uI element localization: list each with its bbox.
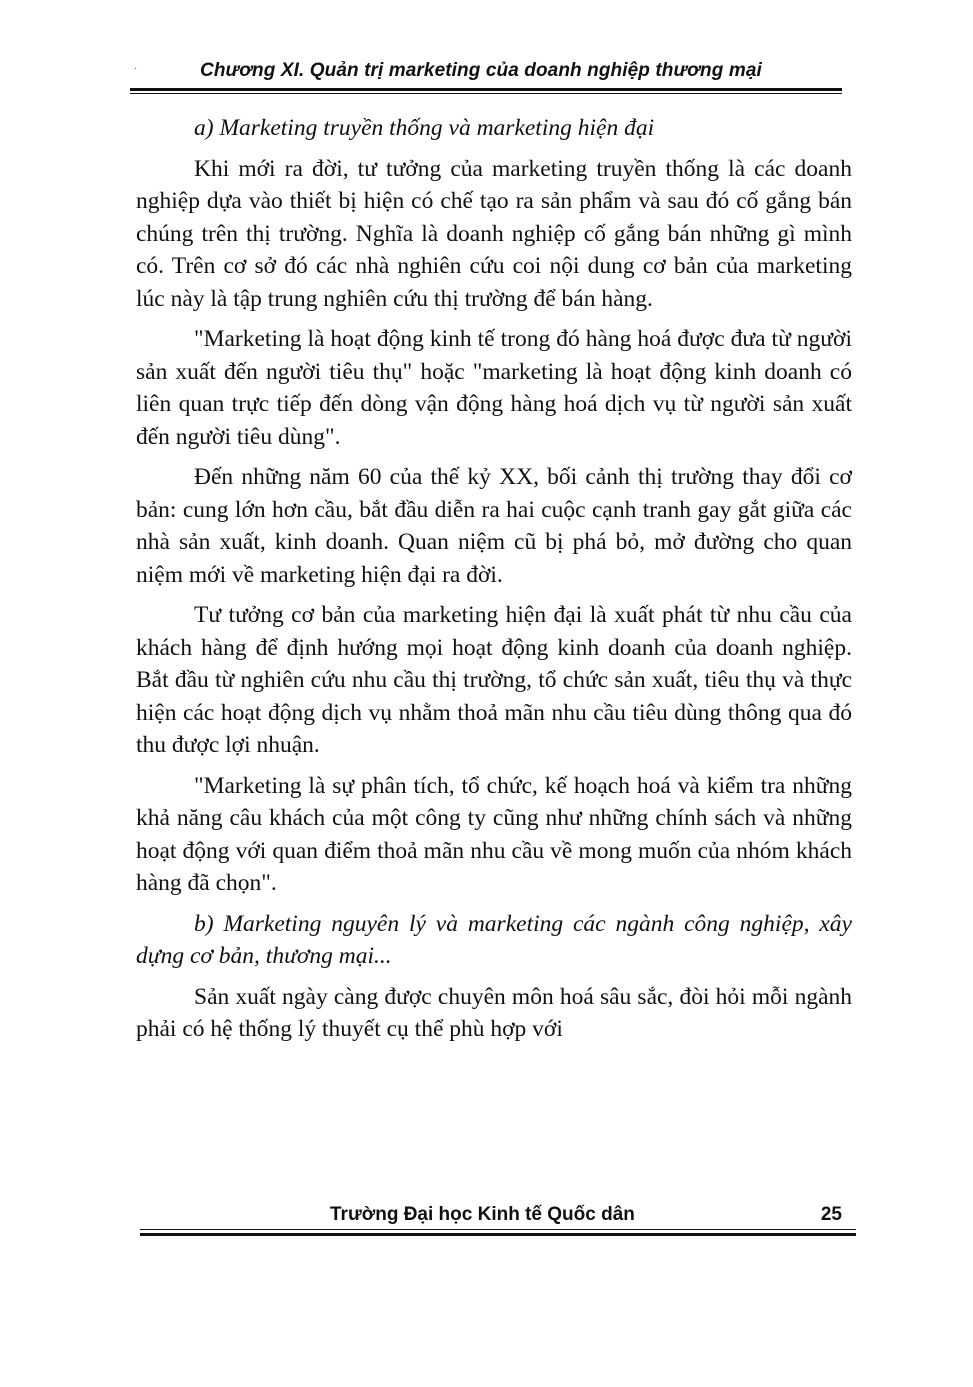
paragraph: "Marketing là sự phân tích, tổ chức, kế hoạch hoá và kiểm tra những khả năng câu khách của một công ty cũng như những chính sách và những hoạt động với quan điểm thoả mãn nhu cầu về mong muốn của nhóm khách hàng đã chọn".	[136, 772, 852, 896]
page-header	[130, 56, 842, 96]
footer-rule-thin	[140, 1229, 856, 1230]
page-body	[136, 112, 852, 1046]
paragraph: Khi mới ra đời, tư tưởng của marketing truyền thống là các doanh nghiệp dựa vào thiết bị hiện có chế tạo ra sản phẩm và sau đó cố gắng bán chúng trên thị trường. Nghĩa là doanh nghiệp cố gắng bán những gì mình có. Trên cơ sở đó các nhà nghiên cứu coi nội dung cơ bản của marketing lúc này là tập trung nghiên cứu thị trường để bán hàng.	[136, 155, 852, 312]
chapter-title: Chương XI. Quản trị marketing của doanh nghiệp thương mại	[200, 60, 762, 81]
page-footer	[140, 1200, 856, 1242]
section-heading-b: b) Marketing nguyên lý và marketing các ngành công nghiệp, xây dựng cơ bản, thương mại...	[136, 910, 852, 969]
footer-rule-thick	[140, 1233, 856, 1236]
section-heading-a: a) Marketing truyền thống và marketing hiện đại	[194, 115, 655, 141]
scan-speck: ·	[134, 64, 138, 75]
paragraph: "Marketing là hoạt động kinh tế trong đó hàng hoá được đưa từ người sản xuất đến người tiêu thụ" hoặc "marketing là hoạt động kinh doanh có liên quan trực tiếp đến dòng vận động hàng hoá dịch vụ từ người sản xuất đến người tiêu dùng".	[136, 326, 852, 450]
paragraph: Đến những năm 60 của thế kỷ XX, bối cảnh thị trường thay đổi cơ bản: cung lớn hơn cầu, bắt đầu diễn ra hai cuộc cạnh tranh gay gắt giữa các nhà sản xuất, kinh doanh. Quan niệm cũ bị phá bỏ, mở đường cho quan niệm mới về marketing hiện đại ra đời.	[136, 464, 852, 588]
header-rule-thin	[130, 93, 842, 94]
paragraph: Tư tưởng cơ bản của marketing hiện đại là xuất phát từ nhu cầu của khách hàng để định hướng mọi hoạt động kinh doanh của doanh nghiệp. Bắt đầu từ nghiên cứu nhu cầu thị trường, tổ chức sản xuất, tiêu thụ và thực hiện các hoạt động dịch vụ nhằm thoả mãn nhu cầu tiêu dùng thông qua đó thu được lợi nhuận.	[136, 602, 852, 758]
page-number: 25	[820, 1204, 842, 1225]
paragraph: Sản xuất ngày càng được chuyên môn hoá sâu sắc, đòi hỏi mỗi ngành phải có hệ thống lý thuyết cụ thể phù hợp với	[136, 983, 852, 1042]
header-rule-thick	[130, 88, 842, 91]
university-name: Trường Đại học Kinh tế Quốc dân	[330, 1204, 635, 1225]
